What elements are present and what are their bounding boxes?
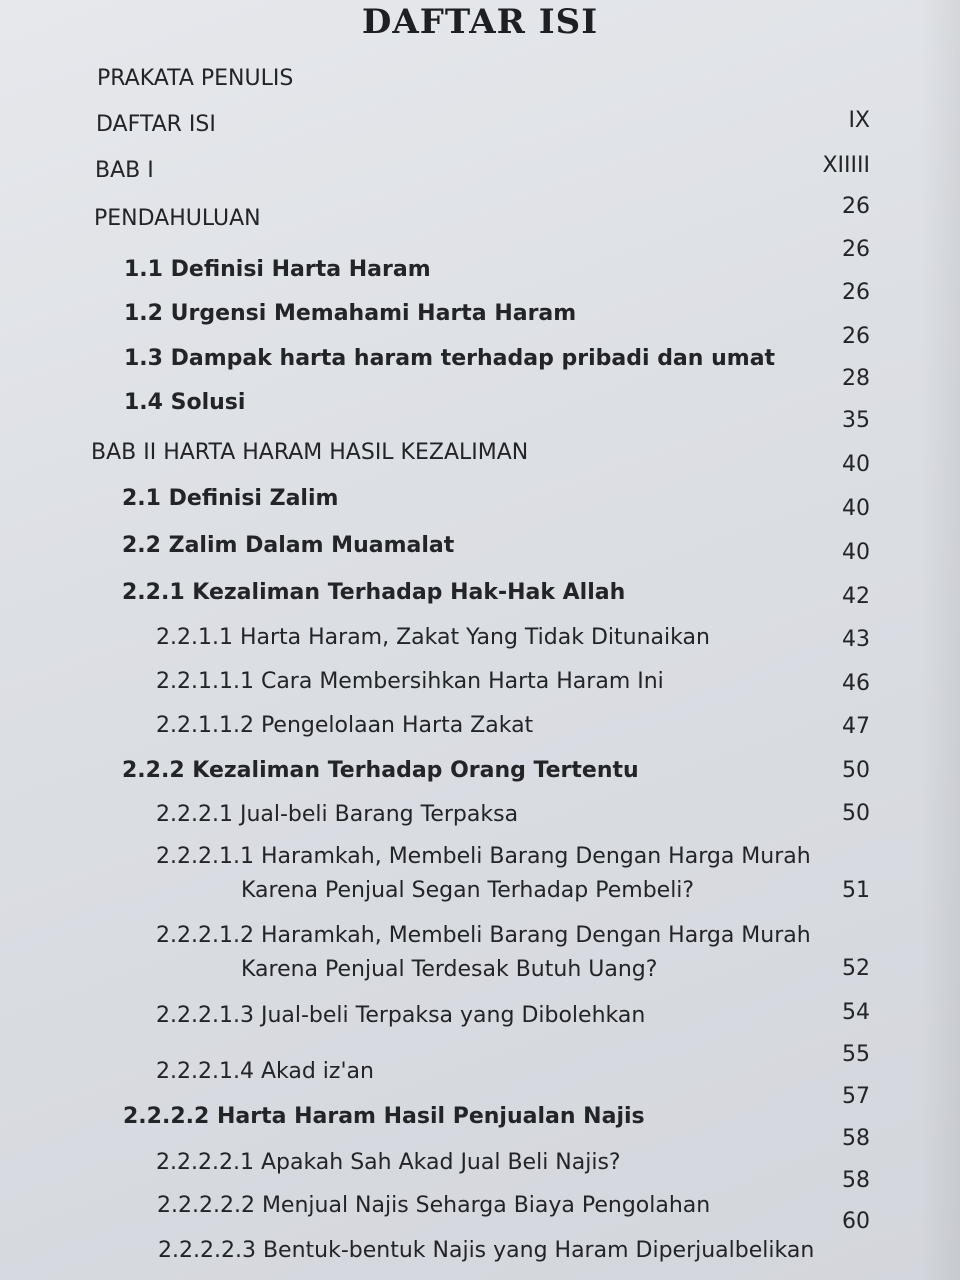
toc-label: 2.2.2.1.4 Akad iz'an [156, 1059, 374, 1084]
toc-page-number: 26 [842, 237, 870, 262]
page-edge-shadow [920, 0, 960, 1280]
toc-label: 2.2.2 Kezaliman Terhadap Orang Tertentu [122, 758, 639, 783]
toc-page-number: 57 [842, 1084, 870, 1109]
toc-page-number: 47 [842, 714, 870, 739]
toc-page-number: 40 [842, 452, 870, 477]
toc-page-number: 26 [842, 194, 870, 219]
toc-page-number: 55 [842, 1042, 870, 1067]
page-title: DAFTAR ISI [361, 2, 599, 42]
toc-label: DAFTAR ISI [96, 112, 216, 137]
toc-page-number: 60 [842, 1209, 870, 1234]
toc-page-number: 26 [842, 280, 870, 305]
toc-label: 2.2.1 Kezaliman Terhadap Hak-Hak Allah [122, 580, 626, 605]
toc-label: BAB I [95, 158, 154, 183]
toc-page-number: 46 [842, 671, 870, 696]
toc-label: 2.2.2.1 Jual-beli Barang Terpaksa [156, 802, 519, 827]
toc-page-number: IX [848, 108, 870, 133]
toc-label: 1.1 Definisi Harta Haram [124, 257, 431, 282]
toc-page-number: 42 [842, 584, 870, 609]
toc-label: 2.2 Zalim Dalam Muamalat [122, 533, 455, 558]
toc-page-number: 52 [842, 956, 870, 981]
toc-label: 2.1 Definisi Zalim [122, 486, 339, 511]
toc-page-number: 54 [842, 1000, 870, 1025]
toc-label: 2.2.1.1 Harta Haram, Zakat Yang Tidak Ditunaikan [156, 625, 710, 650]
toc-page-number: 40 [842, 540, 870, 565]
toc-page-number: 58 [842, 1168, 870, 1193]
toc-label: 1.4 Solusi [124, 390, 246, 415]
toc-page-number: 28 [842, 366, 870, 391]
toc-page-number: 50 [842, 801, 870, 826]
toc-label-continuation: Karena Penjual Terdesak Butuh Uang? [241, 957, 658, 982]
toc-label: 2.2.2.2 Harta Haram Hasil Penjualan Najis [123, 1104, 645, 1129]
toc-page-number: 26 [842, 324, 870, 349]
toc-label: 2.2.2.2.1 Apakah Sah Akad Jual Beli Najis? [156, 1150, 621, 1175]
toc-page-number: 35 [842, 408, 870, 433]
toc-label: 2.2.1.1.2 Pengelolaan Harta Zakat [156, 713, 534, 738]
toc-label: BAB II HARTA HARAM HASIL KEZALIMAN [91, 440, 529, 465]
toc-label: 2.2.2.2.2 Menjual Najis Seharga Biaya Pengolahan [157, 1193, 711, 1218]
toc-label: 2.2.2.2.3 Bentuk-bentuk Najis yang Haram Diperjualbelikan [158, 1238, 815, 1263]
toc-label-continuation: Karena Penjual Segan Terhadap Pembeli? [241, 878, 695, 903]
toc-label: 2.2.2.1.3 Jual-beli Terpaksa yang Dibolehkan [156, 1003, 646, 1028]
toc-label: 2.2.1.1.1 Cara Membersihkan Harta Haram Ini [156, 669, 664, 694]
toc-label: 2.2.2.1.2 Haramkah, Membeli Barang Dengan Harga Murah [156, 923, 811, 948]
toc-page-number: 51 [842, 878, 870, 903]
toc-label: PRAKATA PENULIS [97, 66, 294, 91]
toc-label: 1.2 Urgensi Memahami Harta Haram [124, 301, 577, 326]
toc-page-number: XIIIII [822, 153, 870, 178]
toc-page-number: 43 [842, 627, 870, 652]
toc-page-number: 58 [842, 1126, 870, 1151]
toc-label: 1.3 Dampak harta haram terhadap pribadi dan umat [124, 346, 776, 371]
toc-page-number: 50 [842, 758, 870, 783]
toc-label: 2.2.2.1.1 Haramkah, Membeli Barang Dengan Harga Murah [156, 844, 811, 869]
toc-page-number: 40 [842, 496, 870, 521]
toc-label: PENDAHULUAN [94, 206, 261, 231]
